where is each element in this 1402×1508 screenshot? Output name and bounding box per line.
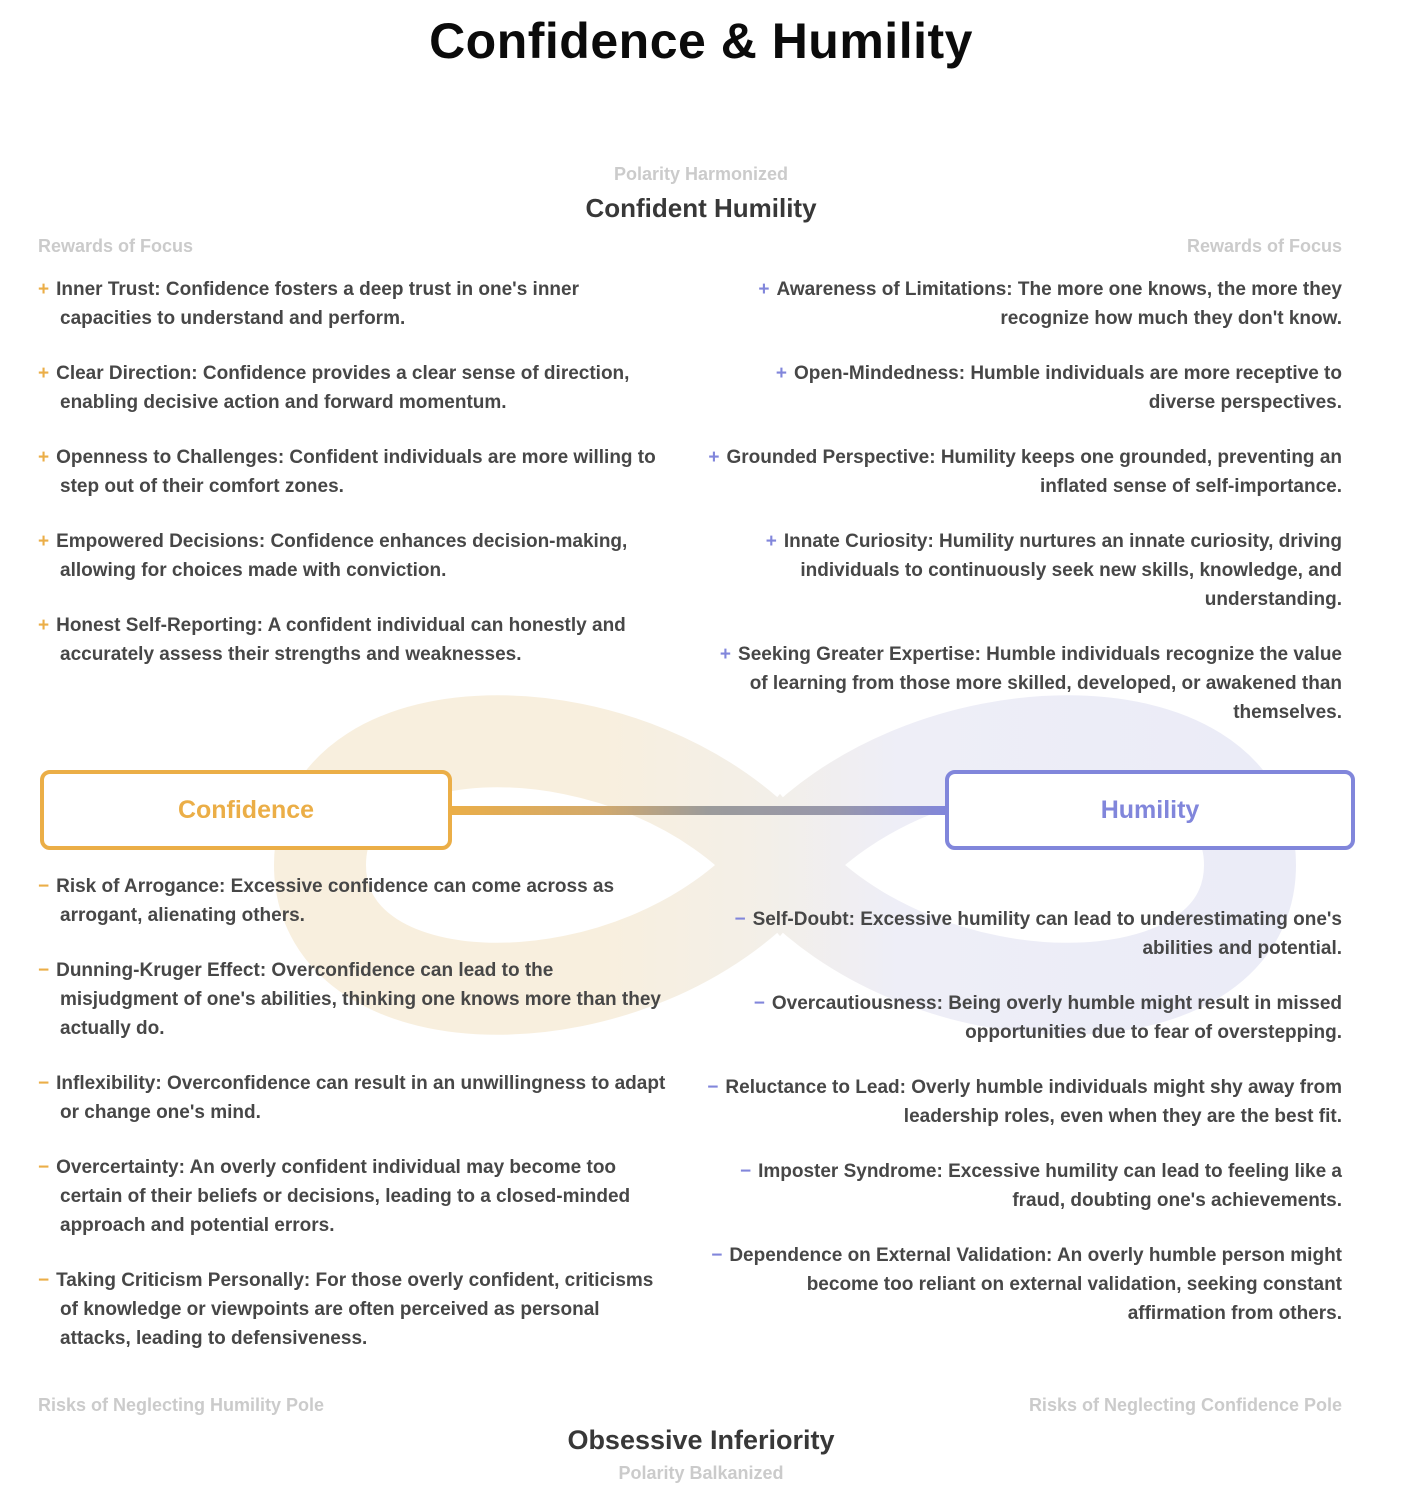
pole-confidence-box[interactable] xyxy=(40,770,452,850)
reward-text: Open-Mindedness: Humble individuals are more receptive to diverse perspectives. xyxy=(794,363,1342,413)
risk-text: Self-Doubt: Excessive humility can lead to underestimating one's abilities and potential. xyxy=(752,909,1342,959)
risk-text: Overcautiousness: Being overly humble might result in missed opportunities due to fear of overstepping. xyxy=(771,993,1342,1043)
risk-text: Inflexibility: Overconfidence can result in an unwillingness to adapt or change one's mind. xyxy=(56,1073,666,1123)
risk-item xyxy=(38,1069,673,1127)
risk-item xyxy=(38,872,673,930)
plus-icon: + xyxy=(775,363,788,384)
reward-text: Clear Direction: Confidence provides a clear sense of direction, enabling decisive action and forward momentum. xyxy=(56,363,630,413)
risk-text: Risk of Arrogance: Excessive confidence can come across as arrogant, alienating others. xyxy=(56,876,615,926)
risk-text: Dependence on External Validation: An overly humble person might become too reliant on external validation, seeking constant affirmation from others. xyxy=(729,1245,1342,1324)
plus-icon: + xyxy=(765,531,777,552)
risk-item xyxy=(38,956,673,1043)
plus-icon: + xyxy=(38,363,50,384)
reward-item xyxy=(38,527,673,585)
reward-text: Grounded Perspective: Humility keeps one grounded, preventing an inflated sense of self-importance. xyxy=(726,447,1342,497)
plus-icon: + xyxy=(38,615,50,636)
pole-humility-box[interactable] xyxy=(945,770,1355,850)
plus-icon: + xyxy=(38,447,50,468)
plus-icon: + xyxy=(708,447,720,468)
reward-item xyxy=(707,443,1342,501)
reward-item xyxy=(707,527,1342,614)
minus-icon: − xyxy=(38,1073,50,1094)
reward-item xyxy=(38,275,673,333)
minus-icon: − xyxy=(711,1245,723,1266)
risk-item xyxy=(707,1241,1342,1328)
risk-text: Dunning-Kruger Effect: Overconfidence can lead to the misjudgment of one's abilities, thinking one knows more than they actually do. xyxy=(56,960,661,1039)
risk-text: Taking Criticism Personally: For those overly confident, criticisms of knowledge or viewpoints are often perceived as personal attacks, leading to defensiveness. xyxy=(56,1270,654,1349)
reward-text: Innate Curiosity: Humility nurtures an innate curiosity, driving individuals to continuously seek new skills, knowledge, and understanding. xyxy=(783,531,1342,610)
balkanized-value: Obsessive Inferiority xyxy=(567,1425,835,1455)
rewards-header-right: Rewards of Focus xyxy=(1186,236,1342,256)
reward-text: Awareness of Limitations: The more one knows, the more they recognize how much they don't know. xyxy=(776,279,1342,329)
reward-item xyxy=(707,275,1342,333)
minus-icon: − xyxy=(38,1157,50,1178)
reward-item xyxy=(707,640,1342,727)
plus-icon: + xyxy=(758,279,770,300)
risk-text: Imposter Syndrome: Excessive humility can lead to feeling like a fraud, doubting one's achievements. xyxy=(758,1161,1342,1211)
pole-confidence-label: Confidence xyxy=(177,795,315,824)
risk-text: Overcertainty: An overly confident individual may become too certain of their beliefs or decisions, leading to a closed-minded approach and potential errors. xyxy=(56,1157,631,1236)
reward-item xyxy=(707,359,1342,417)
confidence-rewards-list xyxy=(38,275,673,669)
reward-text: Seeking Greater Expertise: Humble individuals recognize the value of learning from those more skilled, developed, or awakened than themselves. xyxy=(738,644,1342,723)
plus-icon: + xyxy=(38,531,50,552)
risks-footer-left: Risks of Neglecting Humility Pole xyxy=(38,1395,325,1415)
pole-connector-line xyxy=(448,806,948,815)
minus-icon: − xyxy=(38,876,50,897)
plus-icon: + xyxy=(719,644,732,665)
minus-icon: − xyxy=(734,909,746,930)
plus-icon: + xyxy=(38,279,50,300)
risk-text: Reluctance to Lead: Overly humble individuals might shy away from leadership roles, even when they are the best fit. xyxy=(725,1077,1342,1127)
risks-footer-right: Risks of Neglecting Confidence Pole xyxy=(1028,1395,1342,1415)
risk-item xyxy=(707,905,1342,963)
balkanized-label: Polarity Balkanized xyxy=(618,1463,784,1483)
risk-item xyxy=(38,1153,673,1240)
reward-text: Empowered Decisions: Confidence enhances decision-making, allowing for choices made with conviction. xyxy=(56,531,628,581)
minus-icon: − xyxy=(38,1270,50,1291)
reward-item xyxy=(38,443,673,501)
reward-text: Inner Trust: Confidence fosters a deep trust in one's inner capacities to understand and perform. xyxy=(56,279,579,329)
humility-rewards-list xyxy=(707,275,1342,727)
page-title: Confidence & Humility xyxy=(429,13,973,69)
risk-item xyxy=(707,1073,1342,1131)
harmonized-value: Confident Humility xyxy=(585,193,817,223)
reward-text: Openness to Challenges: Confident individuals are more willing to step out of their comfort zones. xyxy=(56,447,656,497)
minus-icon: − xyxy=(739,1161,752,1182)
risk-item xyxy=(38,1266,673,1353)
risk-item xyxy=(707,1157,1342,1215)
minus-icon: − xyxy=(38,960,50,981)
pole-humility-label: Humility xyxy=(1100,795,1200,824)
minus-icon: − xyxy=(707,1077,719,1098)
humility-risks-list xyxy=(707,905,1342,1328)
reward-item xyxy=(38,611,673,669)
reward-text: Honest Self-Reporting: A confident individual can honestly and accurately assess their strengths and weaknesses. xyxy=(56,615,626,665)
reward-item xyxy=(38,359,673,417)
harmonized-label: Polarity Harmonized xyxy=(613,164,789,184)
risk-item xyxy=(707,989,1342,1047)
confidence-risks-list xyxy=(38,872,673,1353)
minus-icon: − xyxy=(753,993,765,1014)
rewards-header-left: Rewards of Focus xyxy=(38,236,194,256)
